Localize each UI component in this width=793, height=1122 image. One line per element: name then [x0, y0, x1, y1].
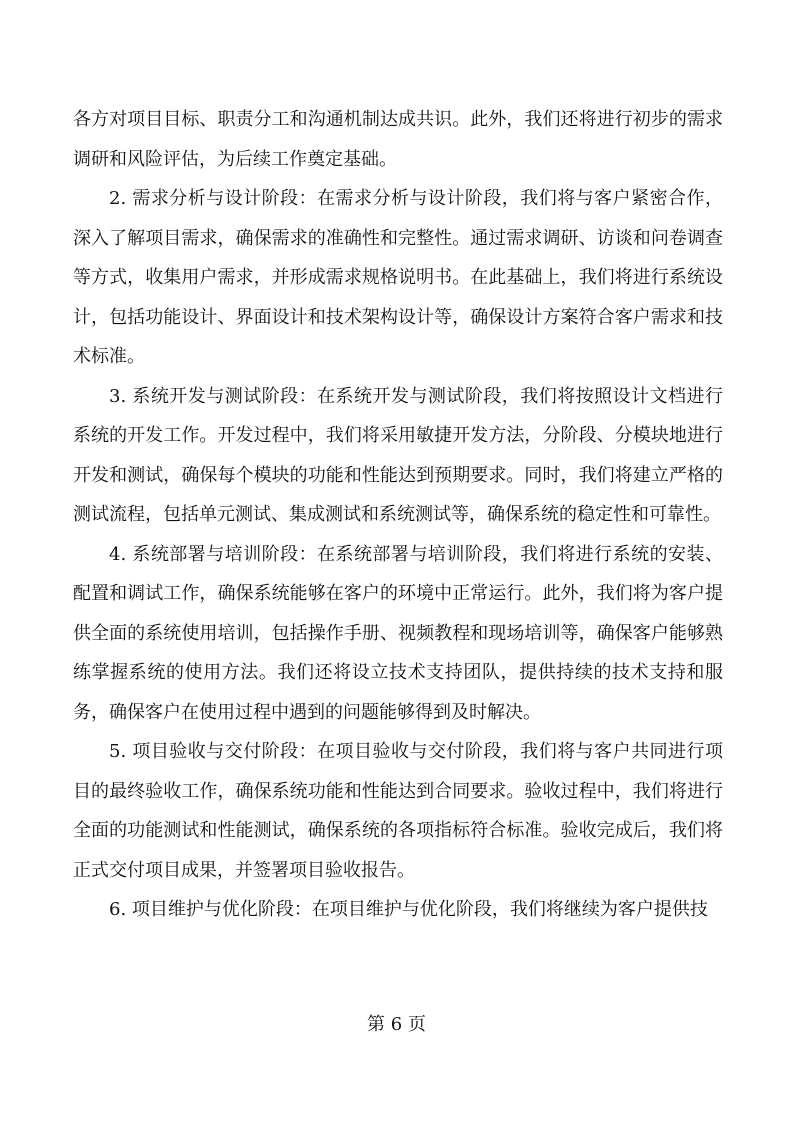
paragraph-maintenance-optimization: 6. 项目维护与优化阶段：在项目维护与优化阶段，我们将继续为客户提供技 [109, 899, 708, 920]
paragraph-continuation: 各方对项目目标、职责分工和沟通机制达成共识。此外，我们还将进行初步的需求调研和风险评估，为后续工作奠定基础。 [73, 109, 723, 170]
paragraph-deployment-training: 4. 系统部署与培训阶段：在系统部署与培训阶段，我们将进行系统的安装、配置和调试工作，确保系统能够在客户的环境中正常运行。此外，我们将为客户提供全面的系统使用培训，包括操作手册、视频教程和现场培训等，确保客户能够熟练掌握系统的使用方法。我们还将设立技术支持团队，提供持续的技术支持和服务，确保客户在使用过程中遇到的问题能够得到及时解决。 [73, 543, 723, 723]
page-number: 第 6 页 [367, 1014, 426, 1035]
paragraph-requirements-design: 2. 需求分析与设计阶段：在需求分析与设计阶段，我们将与客户紧密合作，深入了解项目需求，确保需求的准确性和完整性。通过需求调研、访谈和问卷调查等方式，收集用户需求，并形成需求规格说明书。在此基础上，我们将进行系统设计，包括功能设计、界面设计和技术架构设计等，确保设计方案符合客户需求和技术标准。 [73, 188, 723, 367]
paragraph-acceptance-delivery: 5. 项目验收与交付阶段：在项目验收与交付阶段，我们将与客户共同进行项目的最终验收工作，确保系统功能和性能达到合同要求。验收过程中，我们将进行全面的功能测试和性能测试，确保系统的各项指标符合标准。验收完成后，我们将正式交付项目成果，并签署项目验收报告。 [73, 741, 723, 881]
document-body [73, 100, 723, 930]
paragraph-development-testing: 3. 系统开发与测试阶段：在系统开发与测试阶段，我们将按照设计文档进行系统的开发工作。开发过程中，我们将采用敏捷开发方法，分阶段、分模块地进行开发和测试，确保每个模块的功能和性能达到预期要求。同时，我们将建立严格的测试流程，包括单元测试、集成测试和系统测试等，确保系统的稳定性和可靠性。 [73, 385, 723, 525]
